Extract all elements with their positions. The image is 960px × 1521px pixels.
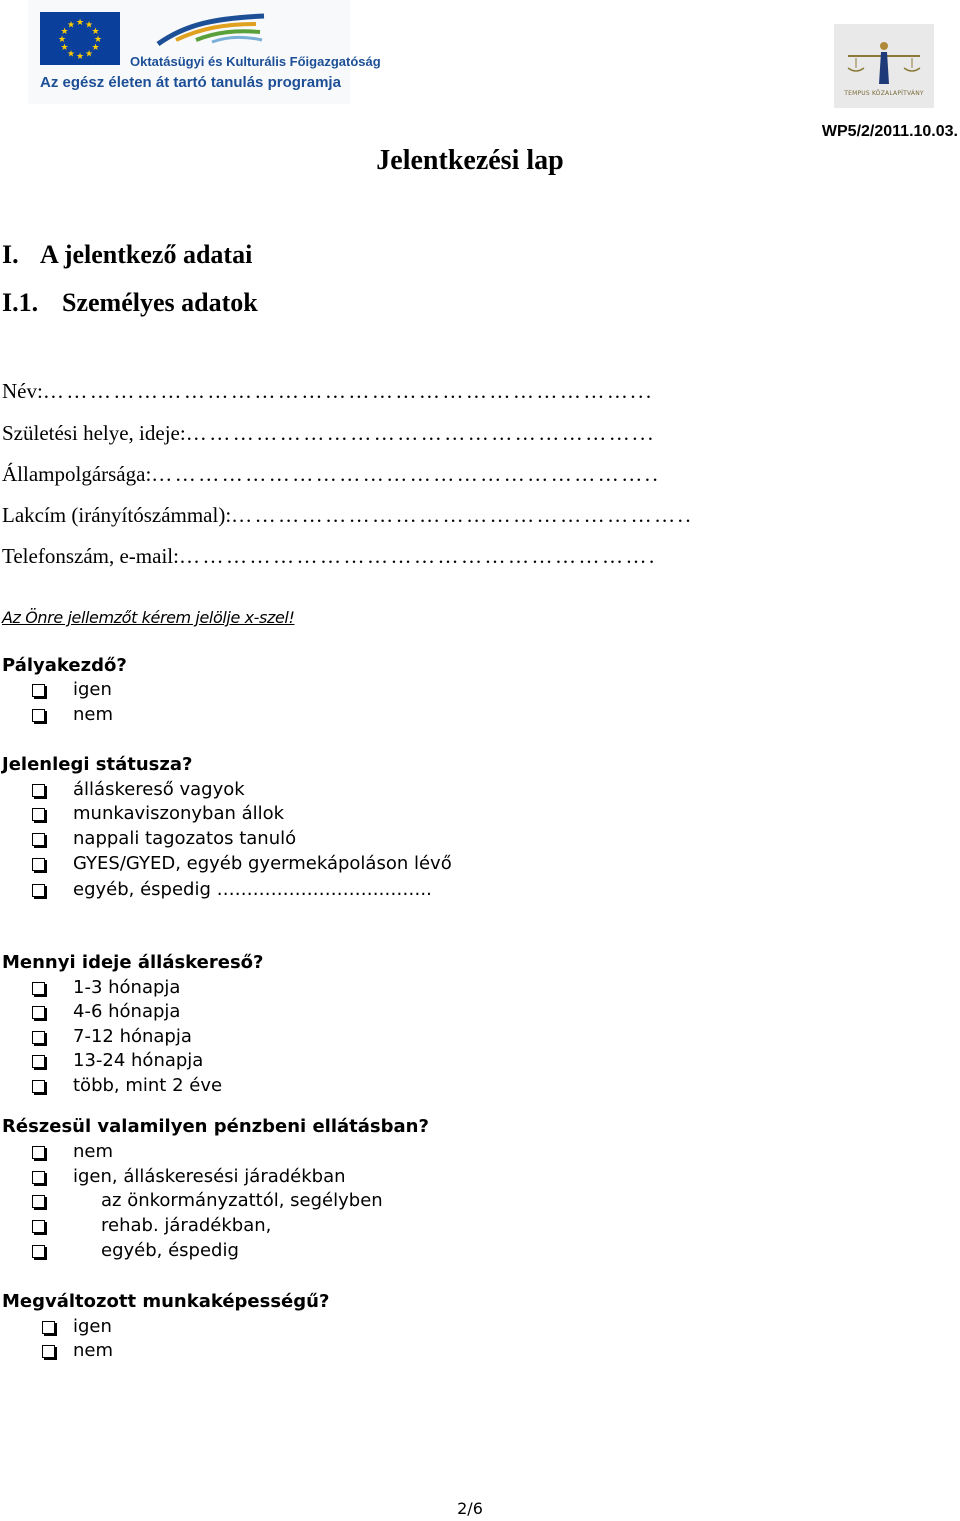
checkbox-icon[interactable]: [32, 1055, 45, 1068]
svg-text:★: ★: [60, 27, 69, 37]
checkbox-icon[interactable]: [32, 1245, 45, 1258]
svg-text:★: ★: [60, 43, 69, 53]
page-number: 2/6: [457, 1499, 483, 1518]
checkbox-icon[interactable]: [32, 1031, 45, 1044]
birth-field[interactable]: [2, 421, 655, 446]
field-label: Lakcím (irányítószámmal):: [2, 503, 232, 527]
option-checkbox[interactable]: [32, 977, 180, 998]
eu-program-logo: [28, 0, 381, 104]
option-checkbox[interactable]: [32, 704, 113, 725]
svg-text:★: ★: [84, 20, 94, 31]
tempus-logo: [834, 24, 934, 108]
option-checkbox[interactable]: [32, 828, 296, 849]
option-checkbox[interactable]: [32, 679, 112, 700]
option-checkbox[interactable]: [32, 1240, 239, 1261]
option-checkbox[interactable]: [32, 1026, 192, 1047]
option-label: GYES/GYED, egyéb gyermekápoláson lévő: [73, 853, 452, 874]
subsection-title: Személyes adatok: [62, 288, 258, 317]
checkbox-icon[interactable]: [32, 884, 45, 897]
option-checkbox[interactable]: [32, 1001, 180, 1022]
option-checkbox[interactable]: [42, 1340, 113, 1361]
option-checkbox[interactable]: [32, 879, 432, 900]
eu-flag-icon: [40, 12, 120, 65]
question-career-starter: Pályakezdő?: [2, 655, 127, 676]
field-dots: …………………………………………………..: [231, 503, 694, 527]
subsection-heading: [2, 288, 258, 318]
checkbox-icon[interactable]: [32, 982, 45, 995]
field-dots: …………………………………………………………………...: [42, 379, 654, 403]
checkbox-icon[interactable]: [32, 1195, 45, 1208]
option-checkbox[interactable]: [32, 779, 245, 800]
name-field[interactable]: [2, 379, 654, 404]
field-dots: …………………………………………………...: [185, 421, 656, 445]
checkbox-icon[interactable]: [32, 1220, 45, 1233]
option-label: munkaviszonyban állok: [73, 803, 285, 824]
option-label: igen: [73, 1316, 112, 1337]
option-label: rehab. járadékban,: [101, 1215, 272, 1236]
document-id: WP5/2/2011.10.03.: [821, 123, 958, 140]
option-label: álláskereső vagyok: [73, 779, 245, 800]
checkbox-icon[interactable]: [42, 1321, 55, 1334]
checkbox-icon[interactable]: [32, 1006, 45, 1019]
field-label: Név:: [2, 379, 43, 403]
option-label: 1-3 hónapja: [73, 977, 181, 998]
option-checkbox[interactable]: [42, 1316, 112, 1337]
option-checkbox[interactable]: [32, 1166, 346, 1187]
option-label: igen: [73, 679, 112, 700]
svg-text:★: ★: [75, 18, 85, 28]
svg-text:★: ★: [75, 52, 85, 62]
contact-field[interactable]: [2, 544, 657, 569]
option-label: nappali tagozatos tanuló: [73, 828, 297, 849]
option-label: igen, álláskeresési járadékban: [73, 1166, 346, 1187]
option-label: egyéb, éspedig ……………………….……..: [73, 879, 432, 900]
logo-program-name: Az egész életen át tartó tanulás programja: [40, 74, 341, 91]
field-label: Állampolgársága:: [2, 462, 152, 486]
option-checkbox[interactable]: [32, 853, 452, 874]
field-dots: …………………………………………………….: [178, 544, 657, 568]
address-field[interactable]: [2, 503, 693, 528]
tempus-logo-text: TEMPUS KÖZALAPÍTVÁNY: [844, 90, 924, 97]
question-status: Jelenlegi státusza?: [2, 754, 193, 775]
checkbox-icon[interactable]: [32, 684, 45, 697]
checkbox-icon[interactable]: [32, 858, 45, 871]
svg-text:★: ★: [66, 20, 76, 31]
question-benefit: Részesül valamilyen pénzbeni ellátásban?: [2, 1116, 429, 1137]
option-label: egyéb, éspedig: [101, 1240, 239, 1261]
checkbox-icon[interactable]: [32, 1146, 45, 1159]
field-label: Telefonszám, e-mail:: [2, 544, 179, 568]
svg-text:★: ★: [91, 43, 100, 53]
option-label: 7-12 hónapja: [73, 1026, 192, 1047]
option-checkbox[interactable]: [32, 803, 284, 824]
logo-org-name: Oktatásügyi és Kulturális Főigazgatóság: [130, 54, 381, 69]
page-title: Jelentkezési lap: [376, 145, 564, 176]
section-title: A jelentkező adatai: [40, 240, 253, 269]
option-checkbox[interactable]: [32, 1141, 113, 1162]
checkbox-icon[interactable]: [32, 808, 45, 821]
checkbox-icon[interactable]: [32, 709, 45, 722]
option-label: az önkormányzattól, segélyben: [101, 1190, 383, 1211]
option-checkbox[interactable]: [32, 1050, 203, 1071]
svg-text:★: ★: [84, 49, 94, 60]
option-checkbox[interactable]: [32, 1215, 271, 1236]
option-checkbox[interactable]: [32, 1190, 383, 1211]
field-label: Születési helye, ideje:: [2, 421, 186, 445]
question-disability: Megváltozott munkaképességű?: [2, 1291, 330, 1312]
subsection-number: I.1.: [2, 288, 39, 317]
checkbox-icon[interactable]: [32, 1171, 45, 1184]
svg-text:★: ★: [93, 35, 103, 45]
option-label: 4-6 hónapja: [73, 1001, 181, 1022]
option-label: több, mint 2 éve: [73, 1075, 223, 1096]
instruction-text: Az Önre jellemzőt kérem jelölje x-szel!: [2, 608, 295, 627]
section-number: I.: [2, 240, 19, 269]
svg-text:★: ★: [57, 35, 67, 45]
option-label: nem: [73, 704, 114, 725]
section-heading: [2, 240, 252, 270]
swoosh-icon: [156, 10, 268, 55]
checkbox-icon[interactable]: [32, 784, 45, 797]
citizenship-field[interactable]: [2, 462, 660, 487]
checkbox-icon[interactable]: [32, 1080, 45, 1093]
svg-text:★: ★: [66, 49, 76, 60]
option-label: 13-24 hónapja: [73, 1050, 204, 1071]
field-dots: ………………………………………………………..: [151, 462, 661, 486]
option-label: nem: [73, 1340, 114, 1361]
svg-text:★: ★: [91, 27, 100, 37]
question-duration: Mennyi ideje álláskereső?: [2, 952, 264, 973]
option-label: nem: [73, 1141, 114, 1162]
checkbox-icon[interactable]: [32, 833, 45, 846]
checkbox-icon[interactable]: [42, 1345, 55, 1358]
option-checkbox[interactable]: [32, 1075, 222, 1096]
